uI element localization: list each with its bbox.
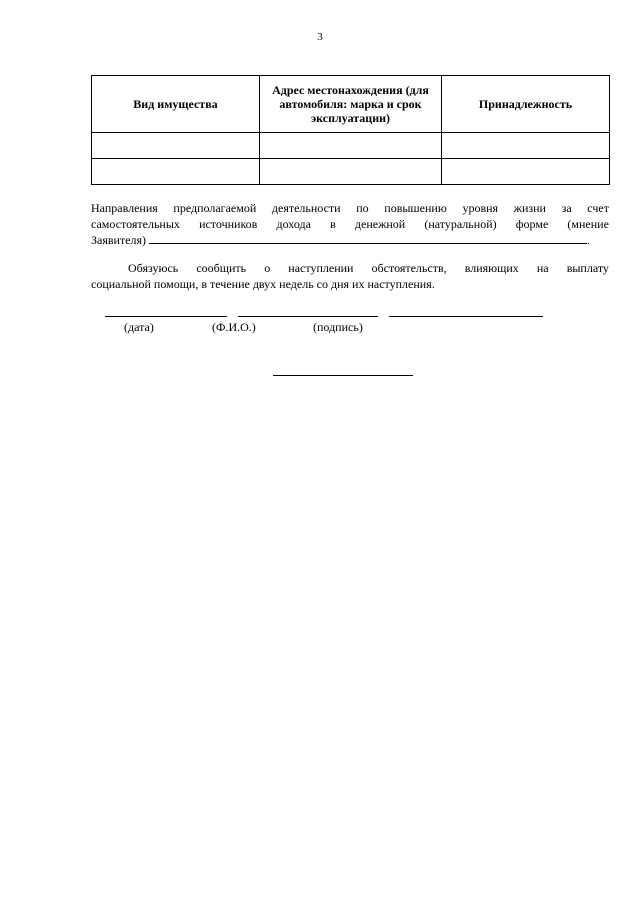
- word: предполагаемой: [173, 201, 257, 215]
- word: Направления: [91, 201, 158, 215]
- word: сообщить: [196, 261, 247, 275]
- table-cell: [260, 159, 442, 185]
- word: повышению: [384, 201, 447, 215]
- word: уровня: [462, 201, 499, 215]
- word: в: [330, 217, 336, 231]
- word: форме: [515, 217, 549, 231]
- header-ownership: Принадлежность: [442, 76, 610, 133]
- word: деятельности: [271, 201, 341, 215]
- paragraph-line: [91, 200, 609, 216]
- word: влияющих: [464, 261, 519, 275]
- property-table: [91, 75, 610, 185]
- sign-signature-line[interactable]: [389, 316, 543, 317]
- period: .: [587, 233, 591, 247]
- word: выплату: [566, 261, 609, 275]
- activity-directions-paragraph: [91, 200, 609, 248]
- word: наступлении: [288, 261, 354, 275]
- document-end-line: [273, 375, 413, 376]
- word: источников: [199, 217, 258, 231]
- opinion-blank-line[interactable]: [149, 232, 587, 244]
- word: о: [264, 261, 271, 275]
- word: (мнение: [567, 217, 609, 231]
- page-number: 3: [317, 31, 323, 43]
- word: на: [536, 261, 549, 275]
- word: Обязуюсь: [128, 261, 179, 275]
- paragraph-line: [91, 260, 609, 276]
- paragraph-line: социальной помощи, в течение двух недель со дня их наступления.: [91, 277, 435, 291]
- table-header-row: [92, 76, 610, 133]
- word: обстоятельств,: [371, 261, 447, 275]
- table-cell: [260, 133, 442, 159]
- word: жизни: [513, 201, 546, 215]
- table-cell: [92, 133, 260, 159]
- word: счет: [587, 201, 609, 215]
- table-cell: [442, 159, 610, 185]
- date-label: (дата): [124, 320, 154, 334]
- table-cell: [92, 159, 260, 185]
- header-address: Адрес местонахождения (для автомобиля: марка и срок эксплуатации): [260, 76, 442, 133]
- date-signature-line[interactable]: [105, 316, 227, 317]
- table-row: [92, 159, 610, 185]
- sign-label: (подпись): [313, 320, 363, 334]
- paragraph-line: [91, 232, 609, 248]
- word: (натуральной): [424, 217, 497, 231]
- word: самостоятельных: [91, 217, 180, 231]
- obligation-paragraph: [91, 260, 609, 292]
- name-label: (Ф.И.О.): [212, 320, 256, 334]
- word: за: [561, 201, 572, 215]
- table-cell: [442, 133, 610, 159]
- applicant-label: Заявителя): [91, 233, 147, 247]
- word: дохода: [276, 217, 311, 231]
- word: по: [356, 201, 369, 215]
- name-signature-line[interactable]: [238, 316, 378, 317]
- word: денежной: [354, 217, 406, 231]
- paragraph-line: [91, 216, 609, 232]
- table-row: [92, 133, 610, 159]
- header-property-type: Вид имущества: [92, 76, 260, 133]
